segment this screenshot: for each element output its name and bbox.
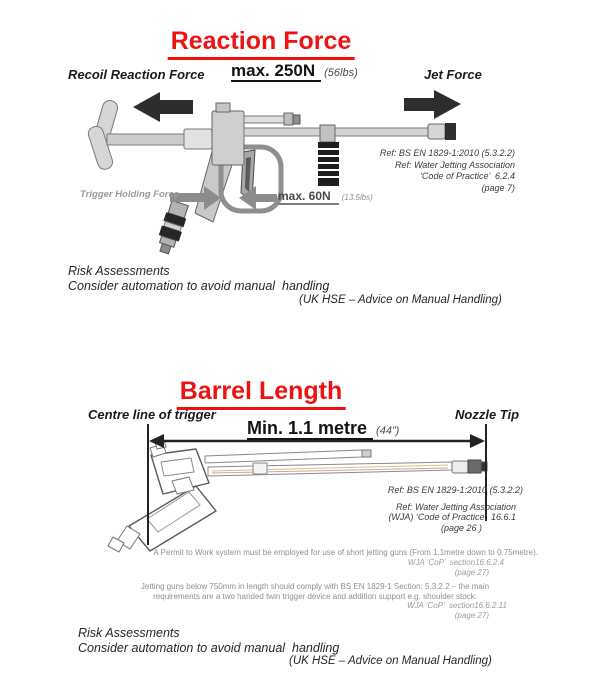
max-60n-text: max. 60N xyxy=(278,189,339,205)
barrel-standard-reference xyxy=(323,485,523,497)
reference-line: Ref: BS EN 1829-1:2010 (5.3.2.2) xyxy=(387,485,523,495)
reference-line: Ref: BS EN 1829-1:2010 (5.3.2.2) xyxy=(379,148,515,158)
short-gun-note-line2: requirements are a two handed twin trigger device and addition support e.g. shoulder stock. xyxy=(153,592,477,601)
short-gun-note-line1: Jetting guns below 750mm in length should comply with BS EN 1829-1 Section: 5.3.2.2 – the main xyxy=(140,582,490,591)
reference-line: Ref: Water Jetting Association xyxy=(395,502,516,512)
note1-page: (page 27) xyxy=(454,568,489,577)
max-force-lbs-text: (56lbs) xyxy=(324,67,358,79)
min-length-text: Min. 1.1 metre xyxy=(247,418,373,440)
reference-line: (page 7) xyxy=(481,183,515,194)
recoil-arrow-left-icon xyxy=(133,92,193,122)
reference-line: (WJA) ‘Code of Practice’ 16.6.1 xyxy=(388,512,516,523)
nozzle-tip-label: Nozzle Tip xyxy=(455,407,520,422)
max-reaction-force-value xyxy=(231,61,358,81)
trigger-holding-force-label: Trigger Holding Force xyxy=(80,189,180,200)
dim-arrowhead-right-icon xyxy=(470,434,485,448)
risk-heading: Risk Assessments xyxy=(78,626,180,640)
centre-line-of-trigger-label: Centre line of trigger xyxy=(88,407,216,422)
risk-heading: Risk Assessments xyxy=(68,264,170,278)
risk-advice: Consider automation to avoid manual handling xyxy=(68,279,330,293)
risk-assessment-block-2 xyxy=(78,626,339,656)
barrel-length-title: Barrel Length xyxy=(177,377,346,410)
reference-line: ‘Code of Practice’ 6.2.4 xyxy=(419,171,515,182)
barrel-wja-references xyxy=(358,502,516,533)
risk-advice: Consider automation to avoid manual handling xyxy=(78,641,340,655)
reference-line: Ref: Water Jetting Association xyxy=(394,159,515,170)
reference-line: (page 26 ) xyxy=(440,522,482,533)
hose-connector xyxy=(154,200,190,256)
max-60n-lbs-text: (13.5lbs) xyxy=(341,193,373,202)
permit-to-work-note: A Permit to Work system must be employed for use of short jetting guns (From 1.1metre down to 0.75metre). xyxy=(153,548,538,557)
jet-force-arrow-right-icon xyxy=(404,90,461,119)
trigger-max-force-value xyxy=(278,187,373,205)
jet-force-label: Jet Force xyxy=(424,67,482,82)
risk-source-2: (UK HSE – Advice on Manual Handling) xyxy=(289,655,492,667)
recoil-reaction-force-label: Recoil Reaction Force xyxy=(68,67,205,82)
risk-assessment-block-1 xyxy=(68,264,329,294)
min-length-inches-text: (44”) xyxy=(376,425,400,437)
max-force-text: max. 250N xyxy=(231,61,321,82)
note2-page: (page 27) xyxy=(454,611,489,620)
risk-source-1: (UK HSE – Advice on Manual Handling) xyxy=(299,294,502,306)
reaction-force-title: Reaction Force xyxy=(168,27,355,60)
note2-reference: WJA ‘CoP’ section16.6.2.11 xyxy=(406,601,507,610)
note1-reference: WJA ‘CoP’ section16.6.2.4 xyxy=(407,558,504,567)
